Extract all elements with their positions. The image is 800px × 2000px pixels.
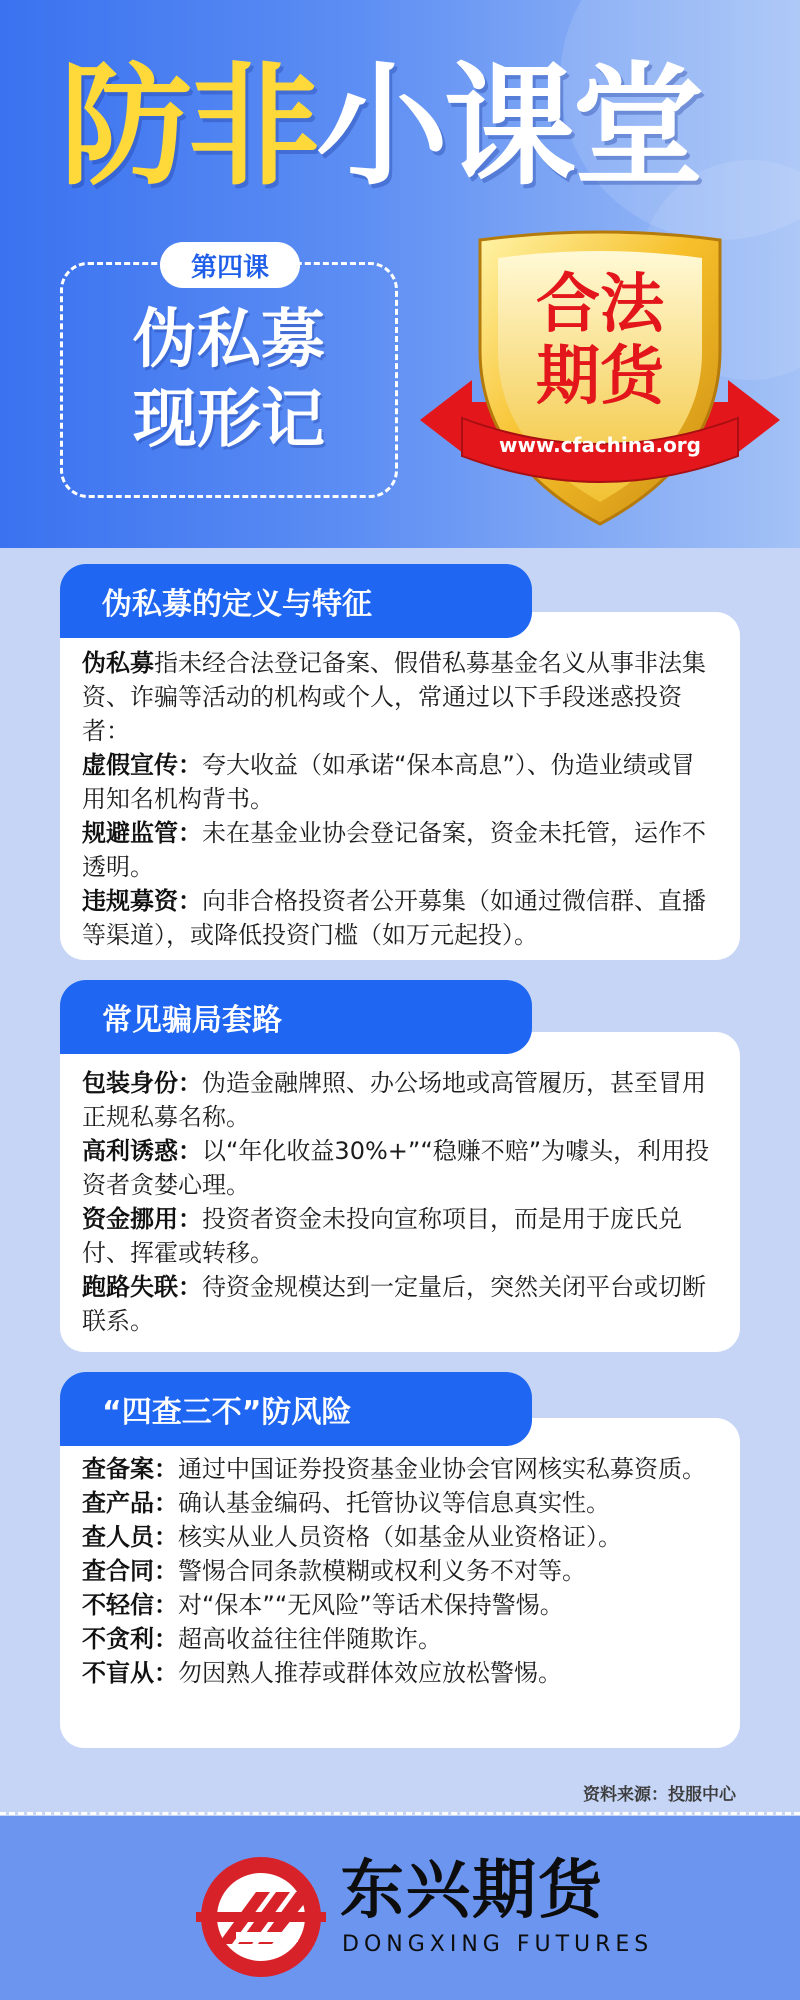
list-item: 规避监管：未在基金业协会登记备案，资金未托管，运作不透明。 xyxy=(82,819,706,881)
badge-url: www.cfachina.org xyxy=(498,433,702,457)
source-note: 资料来源：投服中心 xyxy=(583,1785,736,1805)
section-risk-prevention xyxy=(60,1372,740,1748)
section-title: “四查三不”防风险 xyxy=(60,1372,532,1446)
header-banner xyxy=(0,0,800,548)
list-item: 查备案：通过中国证券投资基金业协会官网核实私募资质。 xyxy=(82,1455,706,1483)
list-item: 违规募资：向非合格投资者公开募集（如通过微信群、直播等渠道），或降低投资门槛（如万元起投）。 xyxy=(82,887,706,949)
list-item: 不盲从：勿因熟人推荐或群体效应放松警惕。 xyxy=(82,1659,562,1687)
page-title-part2: 小课堂 xyxy=(316,50,700,204)
list-item: 资金挪用：投资者资金未投向宣称项目，而是用于庞氏兑付、挥霍或转移。 xyxy=(82,1205,682,1267)
lesson-title-line1: 伪私募 xyxy=(133,303,325,377)
section-title: 伪私募的定义与特征 xyxy=(60,564,532,638)
badge-line1: 合法 xyxy=(536,268,664,342)
list-item: 跑路失联：待资金规模达到一定量后，突然关闭平台或切断联系。 xyxy=(82,1273,706,1335)
brand-name-english: DONGXING FUTURES xyxy=(342,1932,654,1957)
lesson-label: 第四课 xyxy=(160,242,300,288)
list-item: 查人员：核实从业人员资格（如基金从业资格证）。 xyxy=(82,1523,622,1551)
lesson-title xyxy=(60,300,398,460)
list-item: 不轻信：对“保本”“无风险”等话术保持警惕。 xyxy=(82,1591,564,1619)
list-item: 不贪利：超高收益往往伴随欺诈。 xyxy=(82,1625,442,1653)
page-title-part1: 防非 xyxy=(60,50,316,204)
list-item: 伪私募指未经合法登记备案、假借私募基金名义从事非法集资、诈骗等活动的机构或个人，常通过以下手段迷惑投资者： xyxy=(82,649,706,745)
legal-futures-shield-badge xyxy=(420,230,780,530)
section-definition xyxy=(60,564,740,960)
list-item: 包装身份：伪造金融牌照、办公场地或高管履历，甚至冒用正规私募名称。 xyxy=(82,1069,706,1131)
section-card xyxy=(60,612,740,960)
brand-name: 东兴期货 xyxy=(340,1854,604,1928)
dongxing-logo-icon xyxy=(196,1852,326,1982)
list-item: 查合同：警惕合同条款模糊或权利义务不对等。 xyxy=(82,1557,586,1585)
lesson-title-line2: 现形记 xyxy=(133,383,325,457)
list-item: 虚假宣传：夸大收益（如承诺“保本高息”）、伪造业绩或冒用知名机构背书。 xyxy=(82,751,695,813)
section-title: 常见骗局套路 xyxy=(60,980,532,1054)
footer xyxy=(0,1816,800,2000)
section-card xyxy=(60,1032,740,1352)
dashed-divider xyxy=(0,1812,800,1815)
badge-line2: 期货 xyxy=(536,340,664,414)
list-item: 查产品：确认基金编码、托管协议等信息真实性。 xyxy=(82,1489,610,1517)
section-scam-patterns xyxy=(60,980,740,1352)
section-card xyxy=(60,1418,740,1748)
list-item: 高利诱惑：以“年化收益30%+”“稳赚不赔”为噱头，利用投资者贪婪心理。 xyxy=(82,1137,710,1199)
page-title xyxy=(60,52,700,202)
